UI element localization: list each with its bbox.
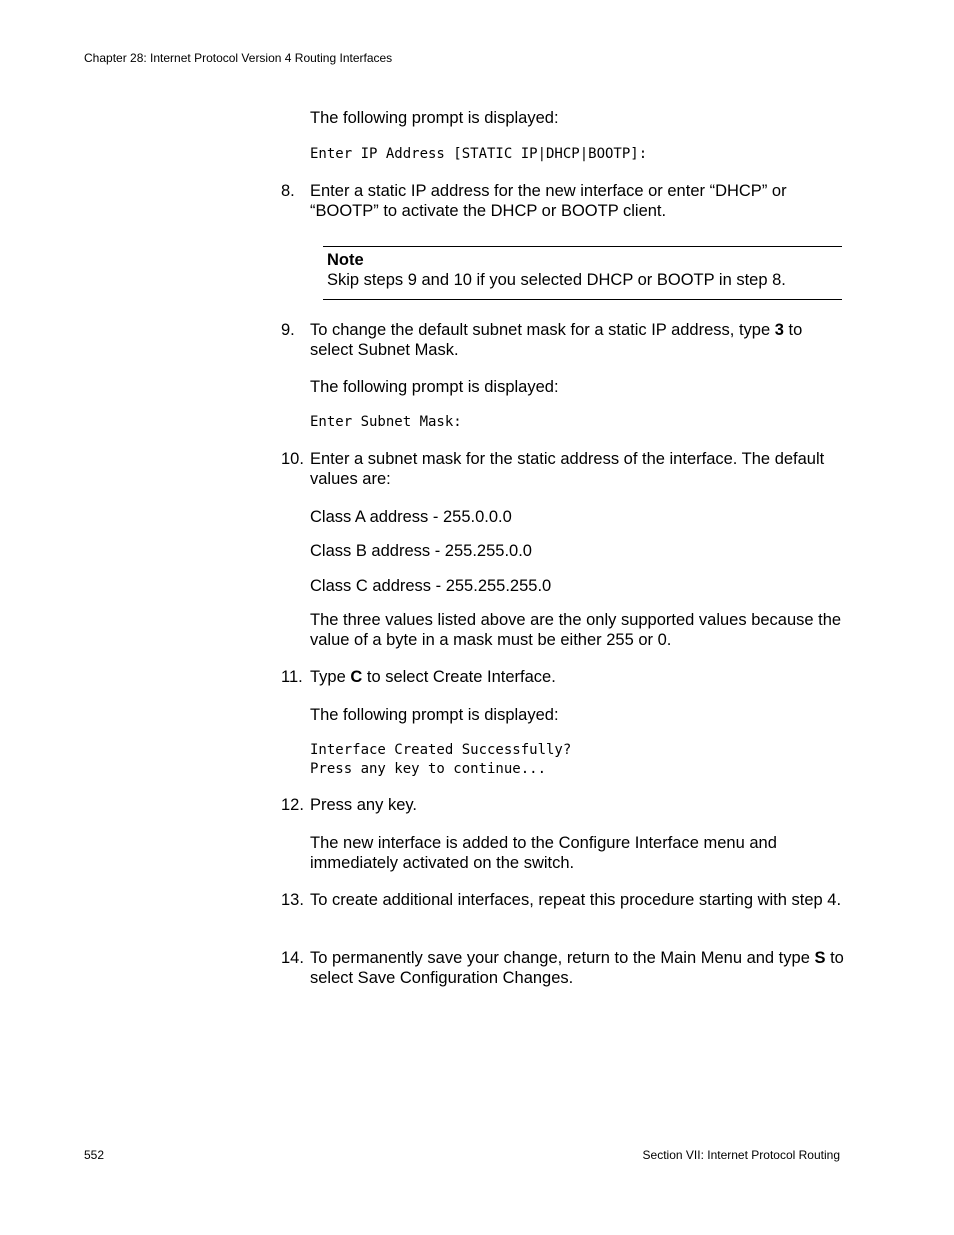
step-12-number: 12. xyxy=(281,796,304,814)
note-box xyxy=(323,246,842,300)
code-ip-address-prompt: Enter IP Address [STATIC IP|DHCP|BOOTP]: xyxy=(310,146,648,162)
class-b-value: Class B address - 255.255.0.0 xyxy=(310,542,532,560)
note-title: Note xyxy=(327,251,364,269)
code-subnet-mask-prompt: Enter Subnet Mask: xyxy=(310,414,462,430)
code-interface-created-line1: Interface Created Successfully? xyxy=(310,742,572,758)
step-11-text xyxy=(310,667,845,687)
step-8-number: 8. xyxy=(281,182,295,200)
step-11-key: C xyxy=(350,668,363,686)
prompt-intro-1: The following prompt is displayed: xyxy=(310,109,559,127)
step-9-key: 3 xyxy=(774,321,784,339)
step-14-text-before: To permanently save your change, return to the Main Menu and type xyxy=(310,949,815,967)
step-14-number: 14. xyxy=(281,949,304,967)
page-number: 552 xyxy=(84,1148,105,1162)
step-9-text-after: to select Subnet Mask. xyxy=(310,321,803,359)
step-9-text xyxy=(310,320,845,360)
step-13-number: 13. xyxy=(281,891,304,909)
class-c-value: Class C address - 255.255.255.0 xyxy=(310,577,552,595)
step-12-text: Press any key. xyxy=(310,796,417,814)
step-10-text: Enter a subnet mask for the static address of the interface. The default values are: xyxy=(310,450,825,488)
values-note: The three values listed above are the only supported values because the value of a byte in a mask must be either 255 or 0. xyxy=(310,611,842,649)
section-footer: Section VII: Internet Protocol Routing xyxy=(642,1148,840,1162)
step-11-text-after: to select Create Interface. xyxy=(362,668,556,686)
step-12-detail: The new interface is added to the Configure Interface menu and immediately activated on the switch. xyxy=(310,834,777,872)
step-13-text: To create additional interfaces, repeat this procedure starting with step 4. xyxy=(310,891,842,909)
step-14-key: S xyxy=(814,949,826,967)
step-10-number: 10. xyxy=(281,450,304,468)
step-11-number: 11. xyxy=(281,668,303,686)
step-14-text xyxy=(310,948,845,988)
step-9-text-before: To change the default subnet mask for a static IP address, type xyxy=(310,321,775,339)
step-11-text-before: Type xyxy=(310,668,351,686)
class-a-value: Class A address - 255.0.0.0 xyxy=(310,508,512,526)
step-9-number: 9. xyxy=(281,321,295,339)
note-body: Skip steps 9 and 10 if you selected DHCP or BOOTP in step 8. xyxy=(327,271,786,289)
chapter-header: Chapter 28: Internet Protocol Version 4 Routing Interfaces xyxy=(84,51,393,65)
prompt-intro-2: The following prompt is displayed: xyxy=(310,378,559,396)
prompt-intro-3: The following prompt is displayed: xyxy=(310,706,559,724)
code-interface-created-line2: Press any key to continue... xyxy=(310,761,547,777)
step-8-text: Enter a static IP address for the new interface or enter “DHCP” or “BOOTP” to activate the DHCP or BOOTP client. xyxy=(310,182,787,220)
step-14-text-after: to select Save Configuration Changes. xyxy=(310,949,844,987)
